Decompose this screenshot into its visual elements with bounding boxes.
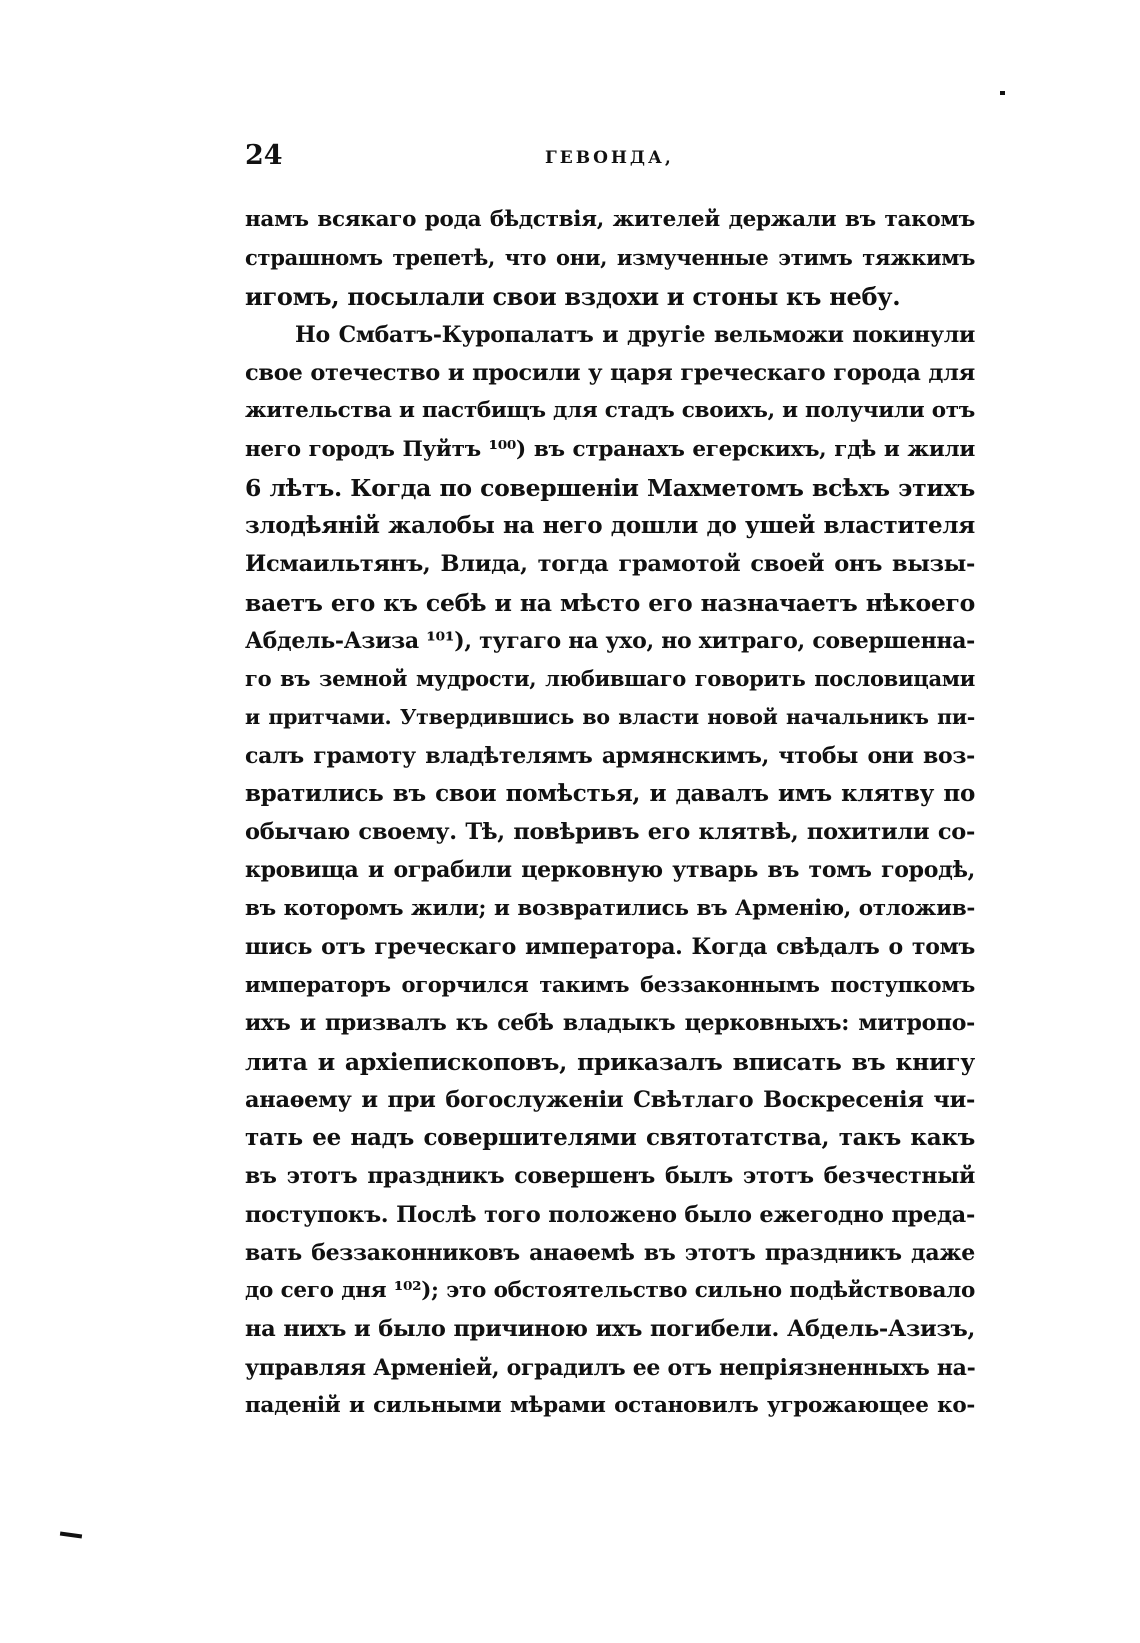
- text-line: Абдель-Азиза ¹⁰¹), тугаго на ухо, но хитраго, совершенна-: [245, 627, 975, 654]
- text-line: злодѣяній жалобы на него дошли до ушей властителя: [245, 512, 975, 539]
- text-line: намъ всякаго рода бѣдствія, жителей держали въ такомъ: [245, 207, 975, 232]
- print-speck: [60, 1531, 82, 1538]
- page-number: 24: [245, 140, 283, 171]
- text-line: игомъ, посылали свои вздохи и стоны къ небу.: [245, 281, 901, 311]
- text-line: го въ земной мудрости, любившаго говорить пословицами: [245, 666, 975, 691]
- text-line: ваетъ его къ себѣ и на мѣсто его назначаетъ нѣкоего: [245, 588, 975, 617]
- page-header: [245, 140, 975, 180]
- text-line: него городъ Пуйтъ ¹⁰⁰) въ странахъ егерскихъ, гдѣ и жили: [245, 436, 975, 462]
- text-line: кровища и ограбили церковную утварь въ томъ городѣ,: [245, 857, 975, 884]
- text-line: паденій и сильными мѣрами остановилъ угрожающее ко-: [245, 1392, 975, 1418]
- text-line: свое отечество и просили у царя греческаго города для: [245, 360, 975, 386]
- body-text: [245, 201, 975, 1425]
- text-line: поступокъ. Послѣ того положено было ежегодно преда-: [245, 1201, 975, 1228]
- text-line: жительства и пастбищъ для стадъ своихъ, и получили отъ: [245, 398, 975, 424]
- text-line: Но Смбатъ-Куропалатъ и другіе вельможи покинули: [295, 321, 975, 348]
- text-line: въ этотъ праздникъ совершенъ былъ этотъ безчестный: [245, 1163, 975, 1190]
- text-line: лита и архіепископовъ, приказалъ вписать въ книгу: [245, 1047, 975, 1076]
- text-line: анаѳему и при богослуженіи Свѣтлаго Воскресенія чи-: [245, 1086, 975, 1113]
- text-line: шись отъ греческаго императора. Когда свѣдалъ о томъ: [245, 933, 975, 960]
- print-speck: [1000, 91, 1005, 95]
- text-line: ихъ и призвалъ къ себѣ владыкъ церковныхъ: митропо-: [245, 1010, 975, 1037]
- text-line: вать беззаконниковъ анаѳемѣ въ этотъ праздникъ даже: [245, 1239, 975, 1266]
- text-line: въ которомъ жили; и возвратились въ Арменію, отложив-: [245, 895, 975, 921]
- text-line: управляя Арменіей, оградилъ ее отъ непріязненныхъ на-: [245, 1354, 975, 1381]
- text-line: 6 лѣтъ. Когда по совершеніи Махметомъ всѣхъ этихъ: [245, 473, 975, 502]
- text-line: до сего дня ¹⁰²); это обстоятельство сильно подѣйствовало: [245, 1278, 975, 1303]
- text-line: императоръ огорчился такимъ беззаконнымъ поступкомъ: [245, 972, 975, 997]
- text-line: Исмаильтянъ, Влида, тогда грамотой своей онъ вызы-: [245, 551, 975, 578]
- text-line: салъ грамоту владѣтелямъ армянскимъ, чтобы они воз-: [245, 742, 975, 769]
- text-line: на нихъ и было причиною ихъ погибели. Абдель-Азизъ,: [245, 1316, 975, 1343]
- text-line: страшномъ трепетѣ, что они, измученные этимъ тяжкимъ: [245, 245, 975, 271]
- text-line: тать ее надъ совершителями святотатства, такъ какъ: [245, 1124, 975, 1151]
- text-line: обычаю своему. Тѣ, повѣривъ его клятвѣ, похитили со-: [245, 819, 975, 845]
- text-line: и притчами. Утвердившись во власти новой начальникъ пи-: [245, 705, 975, 730]
- running-title: ГЕВОНДА,: [545, 148, 674, 168]
- text-line: вратились въ свои помѣстья, и давалъ имъ клятву по: [245, 779, 975, 807]
